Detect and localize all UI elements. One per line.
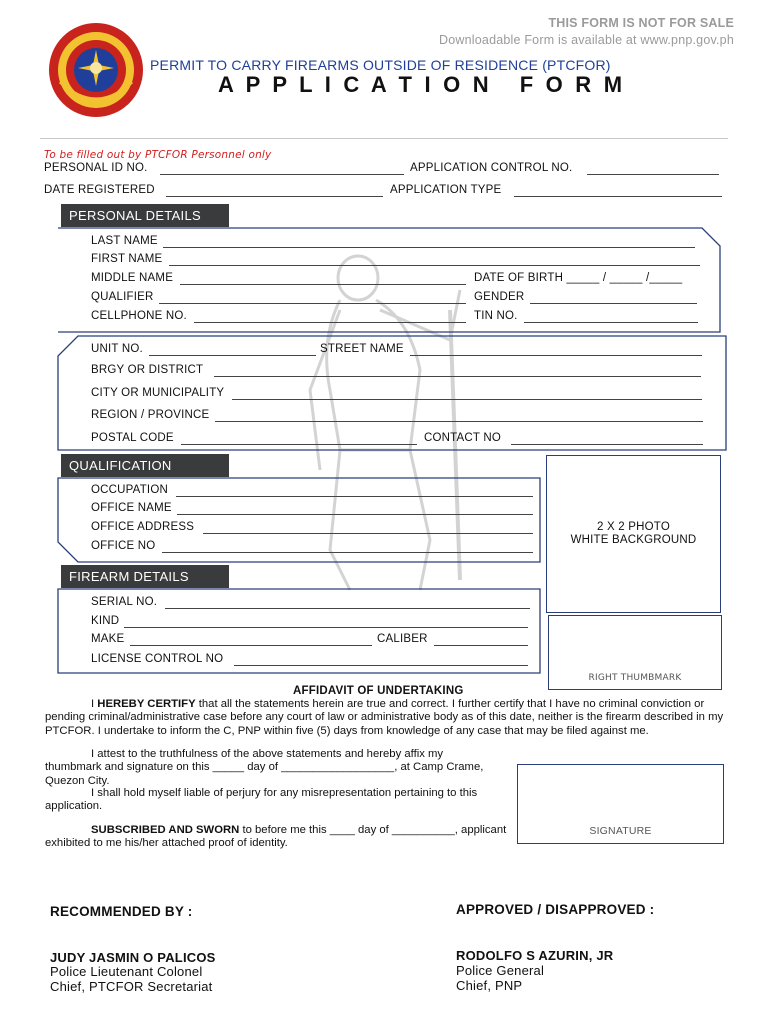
recommender-rank: Police Lieutenant Colonel (50, 964, 203, 979)
photo-label-line2: WHITE BACKGROUND (570, 534, 697, 546)
page-title: A P P L I C A T I O N F O R M (218, 72, 626, 97)
middle-name-label: MIDDLE NAME (91, 272, 174, 284)
personal-details-tab: PERSONAL DETAILS (61, 204, 229, 227)
last-name-label: LAST NAME (91, 235, 158, 247)
license-control-field[interactable] (234, 665, 528, 666)
license-control-label: LICENSE CONTROL NO (91, 653, 224, 665)
gender-label: GENDER (474, 291, 525, 303)
contact-no-field[interactable] (511, 444, 703, 445)
app-type-label: APPLICATION TYPE (390, 184, 502, 196)
approved-label: APPROVED / DISAPPROVED : (456, 902, 655, 917)
affidavit-paragraph-2: I attest to the truthfulness of the above statements and hereby affix my thumbmark and signature on this _____ day of __________________, at Camp Crame, Quezon City. (45, 748, 484, 787)
firearm-details-tab: FIREARM DETAILS (61, 565, 229, 588)
office-name-label: OFFICE NAME (91, 502, 172, 514)
approver-name: RODOLFO S AZURIN, JR (456, 948, 614, 963)
kind-field[interactable] (124, 627, 528, 628)
brgy-field[interactable] (214, 376, 701, 377)
postal-code-label: POSTAL CODE (91, 432, 174, 444)
header-divider (40, 138, 728, 139)
recommender-name: JUDY JASMIN O PALICOS (50, 950, 216, 965)
cellphone-label: CELLPHONE NO. (91, 310, 187, 322)
office-name-field[interactable] (177, 514, 533, 515)
app-type-field[interactable] (514, 196, 722, 197)
affidavit-paragraph-3: I shall hold myself liable of perjury for any misrepresentation pertaining to this application. (45, 787, 478, 813)
caliber-label: CALIBER (377, 633, 428, 645)
approver-position: Chief, PNP (456, 978, 523, 993)
city-label: CITY OR MUNICIPALITY (91, 387, 225, 399)
date-registered-label: DATE REGISTERED (44, 184, 155, 196)
office-address-field[interactable] (203, 533, 533, 534)
affidavit-p1-bold: HEREBY CERTIFY (97, 698, 196, 710)
affidavit-p4-rest: to before me this ____ day of __________, applicant exhibited to me his/her attached proof of identity. (45, 824, 507, 850)
postal-code-field[interactable] (181, 444, 417, 445)
middle-name-field[interactable] (180, 284, 466, 285)
street-name-label: STREET NAME (320, 343, 404, 355)
pnp-seal-icon (46, 20, 146, 120)
personal-id-field[interactable] (160, 174, 404, 175)
occupation-field[interactable] (176, 496, 533, 497)
cellphone-field[interactable] (194, 322, 466, 323)
contact-no-label: CONTACT NO (424, 432, 501, 444)
thumbmark-label: RIGHT THUMBMARK (588, 673, 682, 683)
make-field[interactable] (130, 645, 372, 646)
recommender-position: Chief, PTCFOR Secretariat (50, 979, 213, 994)
city-field[interactable] (232, 399, 702, 400)
approver-rank: Police General (456, 963, 545, 978)
affidavit-heading: AFFIDAVIT OF UNDERTAKING (293, 685, 464, 697)
affidavit-paragraph-4 (45, 824, 507, 851)
unit-no-field[interactable] (149, 355, 316, 356)
occupation-label: OCCUPATION (91, 484, 168, 496)
first-name-label: FIRST NAME (91, 253, 163, 265)
caliber-field[interactable] (434, 645, 528, 646)
personnel-note: To be filled out by PTCFOR Personnel only (44, 149, 272, 161)
affidavit-p1-rest: that all the statements herein are true and correct. I further certify that I have no criminal conviction or pending criminal/administrative case before any court of law or administrative body as of this date, neither is the firearm described in my PTCFOR. I undertake to inform the C, PNP within five (5) days from knowledge of any case that may be filed against me. (45, 698, 724, 737)
serial-no-label: SERIAL NO. (91, 596, 158, 608)
last-name-field[interactable] (163, 247, 695, 248)
qualifier-label: QUALIFIER (91, 291, 154, 303)
make-label: MAKE (91, 633, 125, 645)
qualifier-field[interactable] (159, 303, 466, 304)
not-for-sale-note: THIS FORM IS NOT FOR SALE (548, 16, 734, 30)
affidavit-paragraph-1 (45, 698, 725, 738)
gender-field[interactable] (530, 303, 697, 304)
serial-no-field[interactable] (165, 608, 530, 609)
street-name-field[interactable] (410, 355, 702, 356)
tin-label: TIN NO. (474, 310, 518, 322)
region-label: REGION / PROVINCE (91, 409, 210, 421)
app-control-label: APPLICATION CONTROL NO. (410, 162, 573, 174)
first-name-field[interactable] (169, 265, 700, 266)
personal-id-label: PERSONAL ID NO. (44, 162, 148, 174)
date-registered-field[interactable] (166, 196, 383, 197)
download-note: Downloadable Form is available at www.pnp.gov.ph (439, 33, 734, 47)
photo-label-line1: 2 X 2 PHOTO (597, 521, 670, 533)
office-no-field[interactable] (162, 552, 533, 553)
tin-field[interactable] (524, 322, 698, 323)
recommended-by-label: RECOMMENDED BY : (50, 904, 193, 919)
qualification-tab: QUALIFICATION (61, 454, 229, 477)
affidavit-p4-bold: SUBSCRIBED AND SWORN (91, 824, 240, 836)
form-subtitle: PERMIT TO CARRY FIREARMS OUTSIDE OF RESIDENCE (PTCFOR) (150, 57, 611, 73)
date-of-birth-field[interactable]: DATE OF BIRTH _____ / _____ /_____ (474, 272, 683, 284)
office-no-label: OFFICE NO (91, 540, 156, 552)
signature-label: SIGNATURE (589, 825, 652, 837)
brgy-label: BRGY OR DISTRICT (91, 364, 204, 376)
app-control-field[interactable] (587, 174, 719, 175)
office-address-label: OFFICE ADDRESS (91, 521, 195, 533)
unit-no-label: UNIT NO. (91, 343, 143, 355)
region-field[interactable] (215, 421, 703, 422)
affidavit-p1-lead: I (91, 698, 98, 710)
kind-label: KIND (91, 615, 120, 627)
